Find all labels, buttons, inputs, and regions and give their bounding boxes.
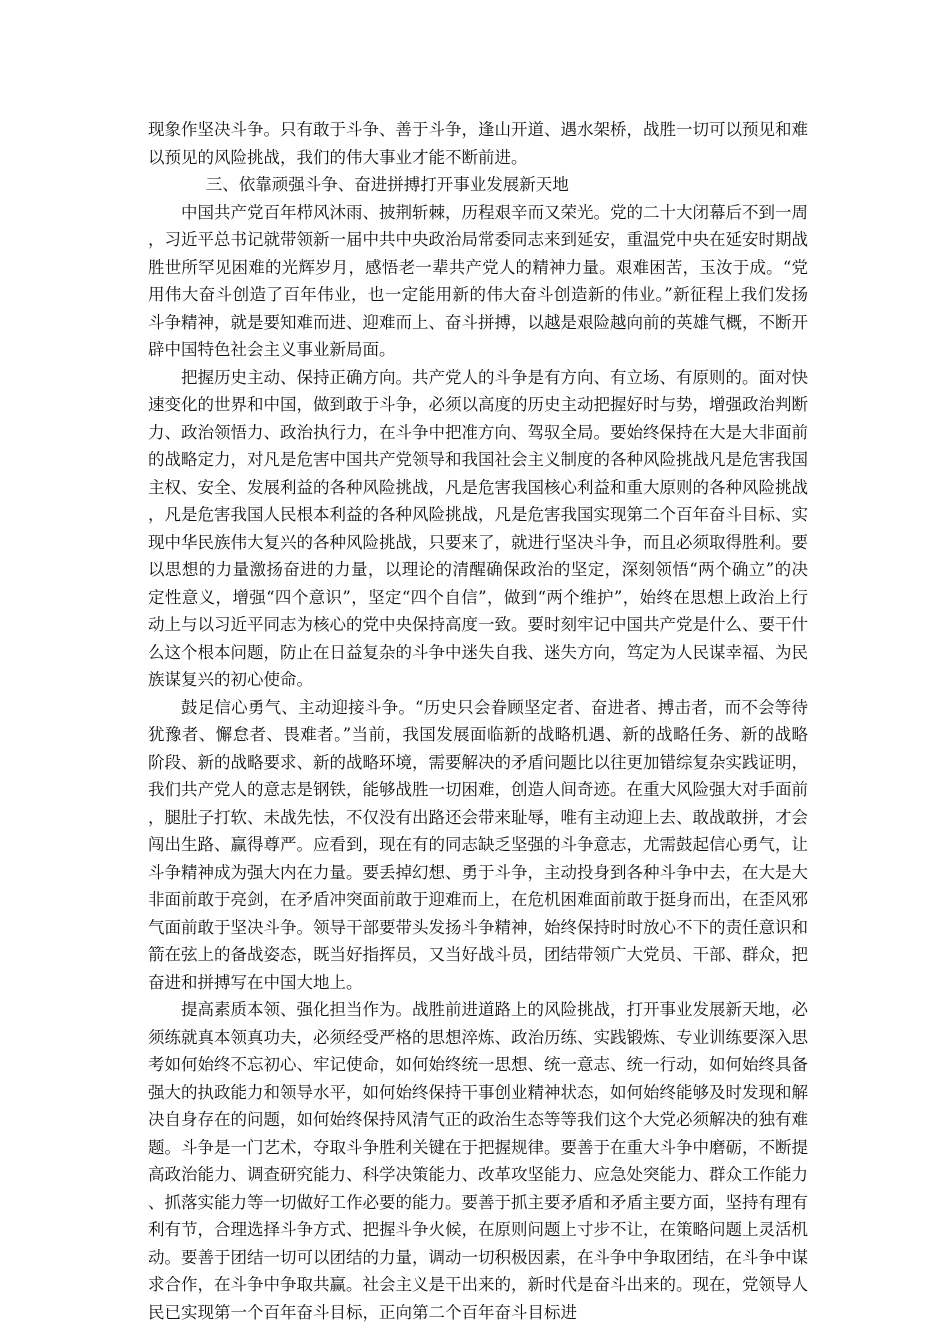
paragraph-historical-initiative: 把握历史主动、保持正确方向。共产党人的斗争是有方向、有立场、有原则的。面对快速变化的世界和中国，做到敢于斗争，必须以高度的历史主动把握好时与势，增强政治判断力、政治领悟力、政治执行力，在斗争中把准方向、驾驭全局。要始终保持在大是大非面前的战略定力，对凡是危害中国共产党领导和我国社会主义制度的各种风险挑战凡是危害我国主权、安全、发展利益的各种风险挑战，凡是危害我国核心利益和重大原则的各种风险挑战，凡是危害我国人民根本利益的各种风险挑战，凡是危害我国实现第二个百年奋斗目标、实现中华民族伟大复兴的各种风险挑战，只要来了，就进行坚决斗争，而且必须取得胜利。要以思想的力量激扬奋进的力量，以理论的清醒确保政治的坚定，深刻领悟“两个确立”的决定性意义，增强“四个意识”，坚定“四个自信”，做到“两个维护”，始终在思想上政治上行动上与以习近平同志为核心的党中央保持高度一致。要时刻牢记中国共产党是什么、要干什么这个根本问题，防止在日益复杂的斗争中迷失自我、迷失方向，笃定为人民谋幸福、为民族谋复兴的初心使命。: [148, 367, 808, 689]
paragraph-intro: 中国共产党百年栉风沐雨、披荆斩棘，历程艰辛而又荣光。党的二十大闭幕后不到一周，习近平总书记就带领新一届中共中央政治局常委同志来到延安，重温党中央在延安时期战胜世所罕见困难的光辉岁月，感悟老一辈共产党人的精神力量。艰难困苦，玉汝于成。“党用伟大奋斗创造了百年伟业，也一定能用新的伟大奋斗创造新的伟业。”新征程上我们发扬斗争精神，就是要知难而进、迎难而上、奋斗拼搏，以越是艰险越向前的英雄气概，不断开辟中国特色社会主义事业新局面。: [148, 202, 808, 359]
section-heading: 三、依靠顽强斗争、奋进拼搏打开事业发展新天地: [205, 175, 569, 194]
document-body: [148, 116, 808, 1326]
paragraph-competence-responsibility: 提高素质本领、强化担当作为。战胜前进道路上的风险挑战，打开事业发展新天地，必须练就真本领真功夫，必须经受严格的思想淬炼、政治历练、实践锻炼、专业训练要深入思考如何始终不忘初心、牢记使命，如何始终统一思想、统一意志、统一行动，如何始终具备强大的执政能力和领导水平，如何始终保持干事创业精神状态，如何始终能够及时发现和解决自身存在的问题，如何始终保持风清气正的政治生态等等我们这个大党必须解决的独有难题。斗争是一门艺术，夺取斗争胜利关键在于把握规律。要善于在重大斗争中磨砺，不断提高政治能力、调查研究能力、科学决策能力、改革攻坚能力、应急处突能力、群众工作能力、抓落实能力等一切做好工作必要的能力。要善于抓主要矛盾和矛盾主要方面，坚持有理有利有节，合理选择斗争方式、把握斗争火候，在原则问题上寸步不让，在策略问题上灵活机动。要善于团结一切可以团结的力量，调动一切积极因素，在斗争中争取团结，在斗争中谋求合作，在斗争中争取共赢。社会主义是干出来的，新时代是奋斗出来的。现在，党领导人民已实现第一个百年奋斗目标，正向第二个百年奋斗目标进: [148, 1000, 808, 1322]
paragraph-continued: 现象作坚决斗争。只有敢于斗争、善于斗争，逢山开道、遇水架桥，战胜一切可以预见和难以预见的风险挑战，我们的伟大事业才能不断前进。: [148, 120, 808, 167]
paragraph-confidence-courage: 鼓足信心勇气、主动迎接斗争。“历史只会眷顾坚定者、奋进者、搏击者，而不会等待犹豫者、懈怠者、畏难者。”当前，我国发展面临新的战略机遇、新的战略任务、新的战略阶段、新的战略要求、新的战略环境，需要解决的矛盾问题比以往更加错综复杂实践证明，我们共产党人的意志是钢铁，能够战胜一切困难，创造人间奇迹。在重大风险强大对手面前，腿肚子打软、未战先怯，不仅没有出路还会带来耻辱，唯有主动迎上去、敢战敢拼，才会闯出生路、赢得尊严。应看到，现在有的同志缺乏坚强的斗争意志，尤需鼓起信心勇气，让斗争精神成为强大内在力量。要丢掉幻想、勇于斗争，主动投身到各种斗争中去，在大是大非面前敢于亮剑，在矛盾冲突面前敢于迎难而上，在危机困难面前敢于挺身而出，在歪风邪气面前敢于坚决斗争。领导干部要带头发扬斗争精神，始终保持时时放心不下的责任意识和箭在弦上的备战姿态，既当好指挥员，又当好战斗员，团结带领广大党员、干部、群众，把奋进和拼搏写在中国大地上。: [148, 697, 808, 992]
